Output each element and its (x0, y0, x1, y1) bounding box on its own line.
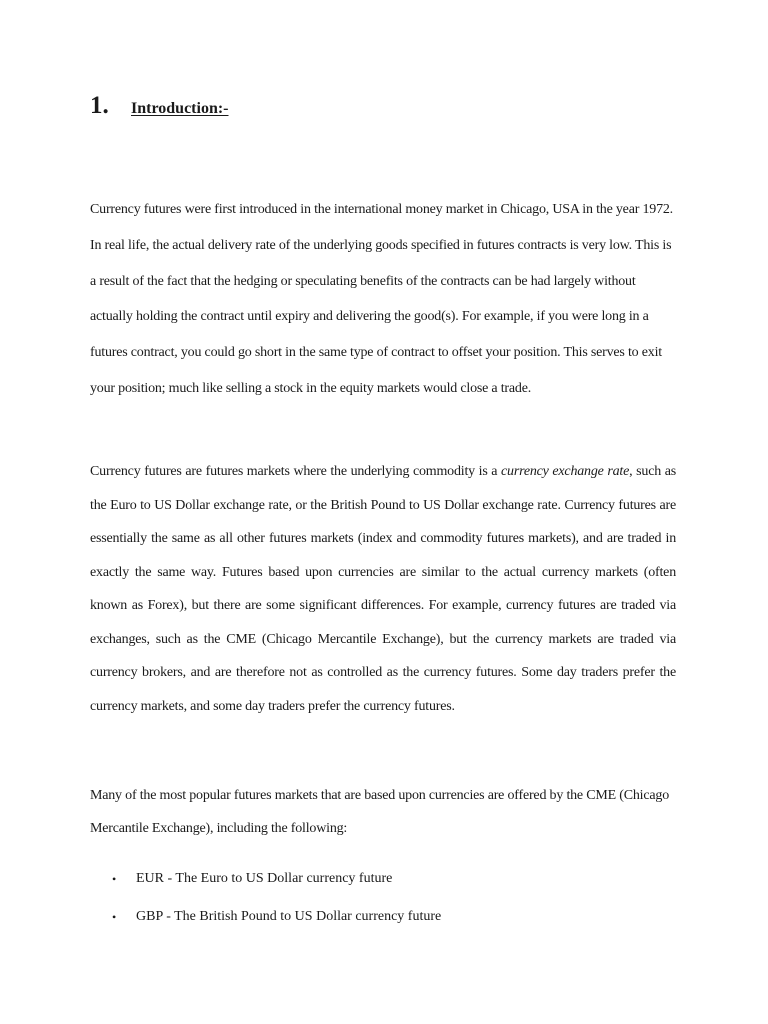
list-item (90, 868, 676, 906)
paragraph-definition-start: Currency futures are futures markets where the underlying commodity is a (90, 464, 502, 479)
list-item (90, 906, 676, 944)
paragraph-definition-rest: , such as the Euro to US Dollar exchange rate, or the British Pound to US Dollar exchange rate. Currency futures are essentially the same as all other futures markets (index and commodity futures markets), and are traded in exactly the same way. Futures based upon currencies are similar to the actual currency markets (often known as Forex), but there are some significant differences. For example, currency futures are traded via exchanges, such as the CME (Chicago Mercantile Exchange), but the currency markets are traded via currency brokers, and are therefore not as controlled as the currency futures. Some day traders prefer the currency markets, and some day traders prefer the currency futures. (90, 464, 676, 714)
paragraph-history: Currency futures were first introduced in the international money market in Chicago, USA in the year 1972. In real life, the actual delivery rate of the underlying goods specified in futures contracts is very low. This is a result of the fact that the hedging or speculating benefits of the contracts can be had largely without actually holding the contract until expiry and delivering the good(s). For example, if you were long in a futures contract, you could go short in the same type of contract to offset your position. This serves to exit your position; much like selling a stock in the equity markets would close a trade. (90, 202, 673, 396)
paragraph-cme-intro: Many of the most popular futures markets that are based upon currencies are offered by the CME (Chicago Mercantile Exchange), including the following: (90, 788, 670, 836)
section-title: Introduction:- (131, 100, 229, 117)
section-heading (90, 92, 229, 120)
bullet-icon: • (112, 872, 117, 886)
currency-future-list (90, 868, 676, 944)
paragraph-definition (90, 455, 676, 723)
list-item-text: GBP - The British Pound to US Dollar currency future (136, 909, 442, 924)
section-number: 1. (90, 92, 109, 119)
list-item-text: EUR - The Euro to US Dollar currency future (136, 871, 393, 886)
emphasis-currency-exchange-rate: currency exchange rate (501, 464, 630, 479)
bullet-icon: • (112, 910, 117, 924)
